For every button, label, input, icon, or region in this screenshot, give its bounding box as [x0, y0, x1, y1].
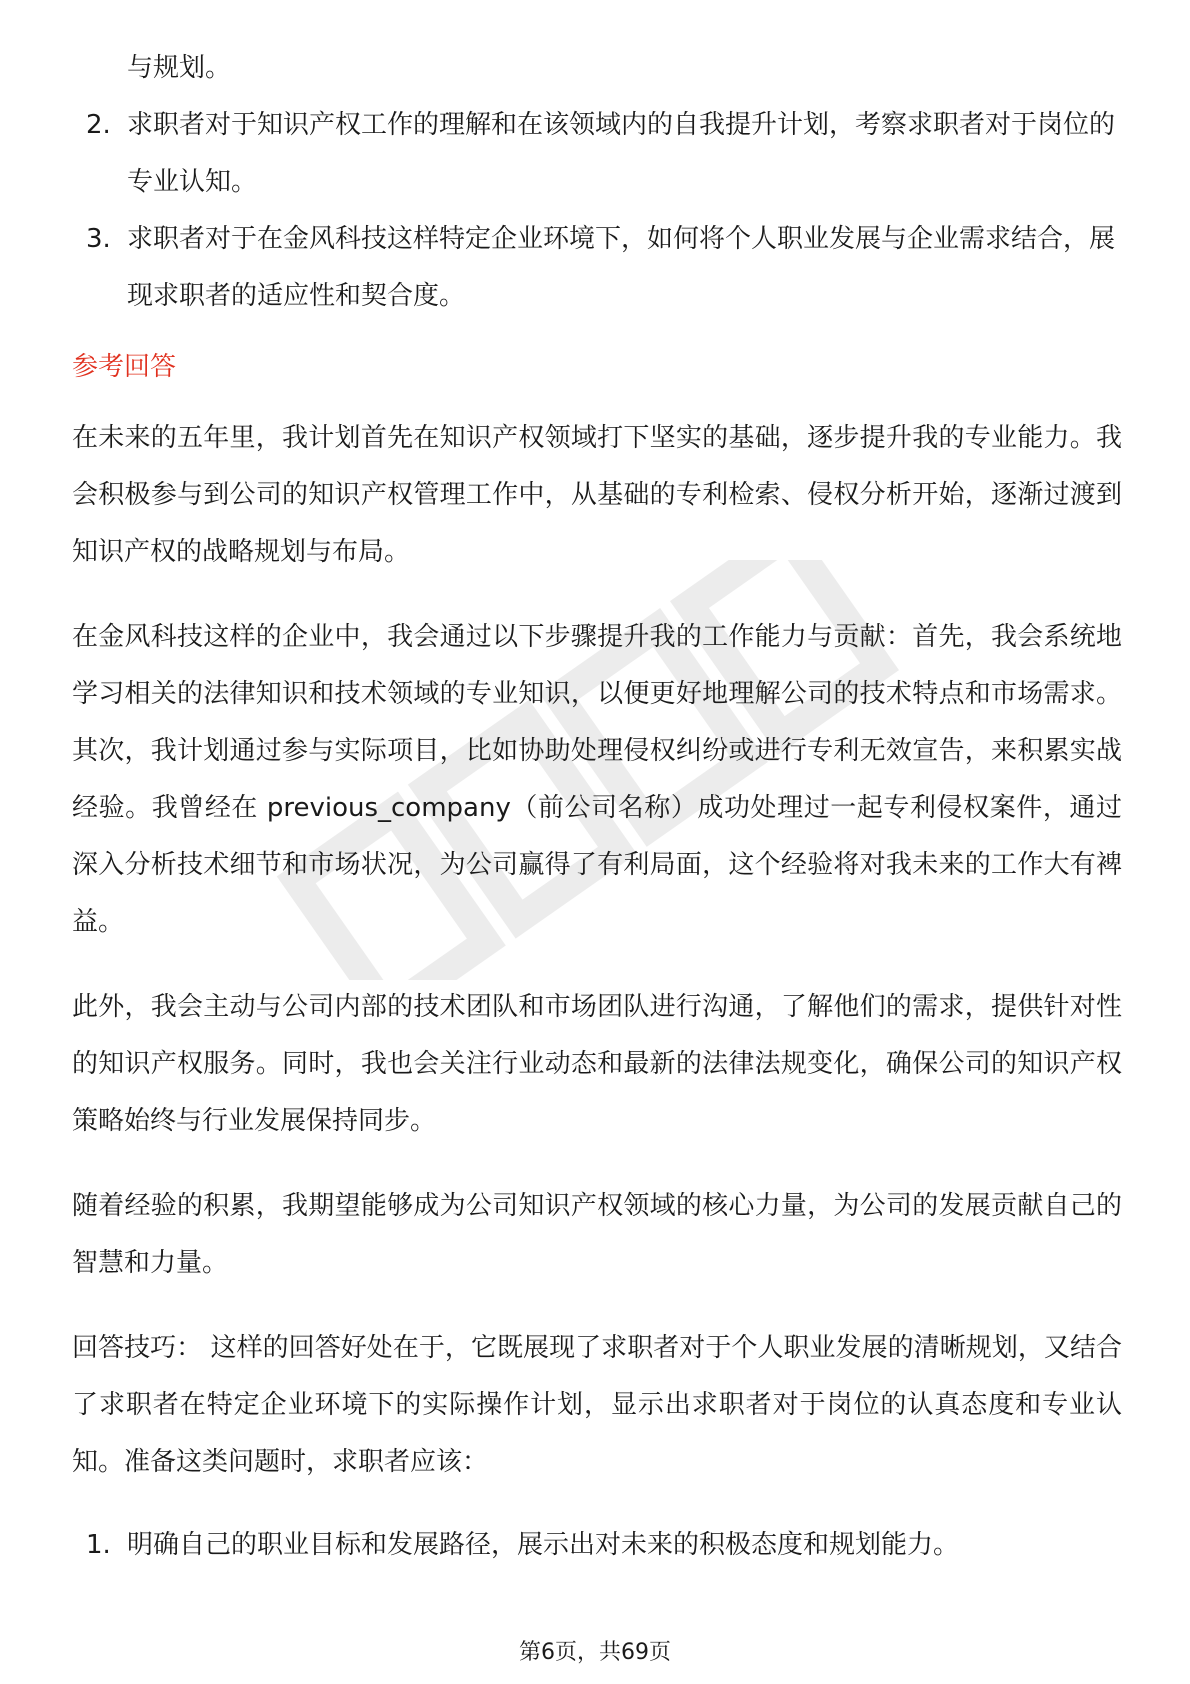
section-heading: 参考回答: [72, 352, 177, 382]
tips-list: [72, 1517, 1122, 1574]
criteria-list: [72, 97, 1122, 325]
answer-paragraph: 在金风科技这样的企业中，我会通过以下步骤提升我的工作能力与贡献：首先，我会系统地学习相关的法律知识和技术领域的专业知识，以便更好地理解公司的技术特点和市场需求。其次，我计划通过参与实际项目，比如协助处理侵权纠纷或进行专利无效宣告，来积累实战经验。我曾经在 previous_company（前公司名称）成功处理过一起专利侵权案件，通过深入分析技术细节和市场状况，为公司赢得了有利局面，这个经验将对我未来的工作大有裨益。: [72, 622, 1122, 937]
answer-paragraph: 此外，我会主动与公司内部的技术团队和市场团队进行沟通，了解他们的需求，提供针对性的知识产权服务。同时，我也会关注行业动态和最新的法律法规变化，确保公司的知识产权策略始终与行业发展保持同步。: [72, 992, 1122, 1136]
tips-paragraph: 回答技巧： 这样的回答好处在于，它既展现了求职者对于个人职业发展的清晰规划，又结合了求职者在特定企业环境下的实际操作计划，显示出求职者对于岗位的认真态度和专业认知。准备这类问题时，求职者应该：: [72, 1333, 1122, 1477]
list-item-text: 求职者对于知识产权工作的理解和在该领域内的自我提升计划，考察求职者对于岗位的专业认知。: [127, 110, 1116, 197]
list-number: 2.: [86, 110, 111, 140]
list-item-text: 求职者对于在金风科技这样特定企业环境下，如何将个人职业发展与企业需求结合，展现求职者的适应性和契合度。: [127, 224, 1116, 311]
list-item: [72, 97, 1122, 211]
page-number: 第6页，共69页: [519, 1640, 671, 1665]
list-item-text: 明确自己的职业目标和发展路径，展示出对未来的积极态度和规划能力。: [127, 1530, 960, 1560]
list-continuation: 与规划。: [127, 53, 232, 83]
main-content: [72, 40, 1122, 1574]
list-number: 1.: [86, 1530, 111, 1560]
answer-paragraph: 在未来的五年里，我计划首先在知识产权领域打下坚实的基础，逐步提升我的专业能力。我会积极参与到公司的知识产权管理工作中，从基础的专利检索、侵权分析开始，逐渐过渡到知识产权的战略规划与布局。: [72, 423, 1122, 567]
list-item: [72, 211, 1122, 325]
list-item: [72, 1517, 1122, 1574]
answer-paragraph: 随着经验的积累，我期望能够成为公司知识产权领域的核心力量，为公司的发展贡献自己的智慧和力量。: [72, 1191, 1122, 1278]
list-number: 3.: [86, 224, 111, 254]
